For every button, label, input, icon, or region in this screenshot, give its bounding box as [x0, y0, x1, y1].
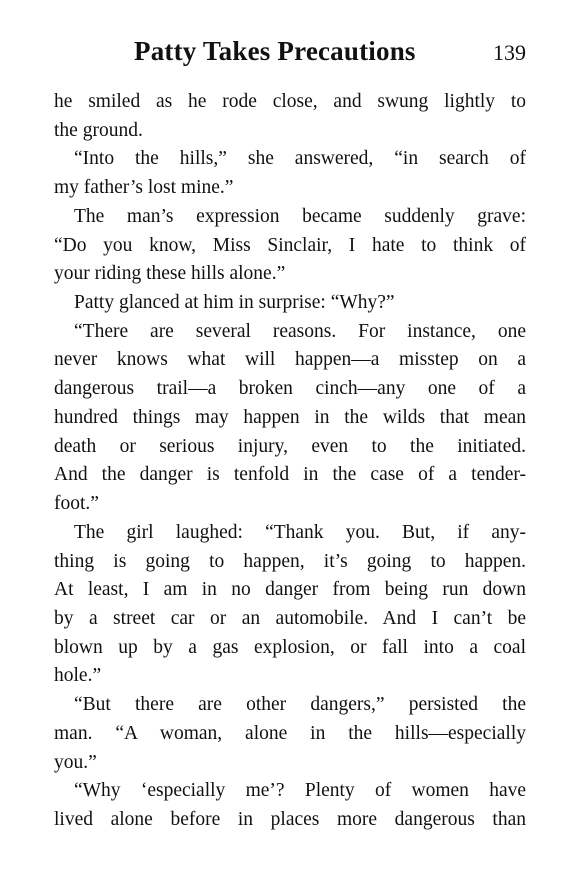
- text-line: hundred things may happen in the wilds that mean: [54, 406, 526, 428]
- text-line: he smiled as he rode close, and swung lightly to: [54, 91, 526, 112]
- text-line: your riding these hills alone.”: [54, 263, 286, 285]
- body-text: [54, 88, 526, 835]
- text-line: And the danger is tenfold in the case of a tender-: [54, 464, 526, 486]
- text-line: Patty glanced at him in surprise: “Why?”: [74, 292, 395, 314]
- page-number: 139: [493, 40, 526, 65]
- text-line: by a street car or an automobile. And I can’t be: [54, 607, 526, 629]
- text-line: man. “A woman, alone in the hills—especially: [54, 722, 526, 744]
- text-line: “Into the hills,” she answered, “in search of: [74, 148, 526, 170]
- text-line: “Why ‘especially me’? Plenty of women have: [74, 780, 526, 802]
- text-line: At least, I am in no danger from being run down: [54, 579, 526, 601]
- text-line: you.”: [54, 751, 97, 773]
- text-line: The man’s expression became suddenly grave:: [74, 205, 526, 227]
- text-line: “But there are other dangers,” persisted the: [74, 694, 526, 716]
- text-line: “There are several reasons. For instance, one: [74, 320, 526, 342]
- text-line: never knows what will happen—a misstep on a: [54, 349, 526, 371]
- text-line: blown up by a gas explosion, or fall into a coal: [54, 636, 526, 658]
- text-line: dangerous trail—a broken cinch—any one of a: [54, 378, 526, 400]
- text-line: death or serious injury, even to the initiated.: [54, 435, 526, 457]
- text-line: the ground.: [54, 119, 143, 141]
- text-line: hole.”: [54, 665, 102, 687]
- chapter-title: Patty Takes Precautions: [134, 36, 416, 66]
- text-line: The girl laughed: “Thank you. But, if any-: [74, 521, 526, 543]
- text-line: “Do you know, Miss Sinclair, I hate to think of: [54, 234, 526, 256]
- running-header: [54, 36, 526, 72]
- text-line: my father’s lost mine.”: [54, 177, 234, 199]
- text-line: lived alone before in places more dangerous than: [54, 808, 526, 830]
- text-line: thing is going to happen, it’s going to happen.: [54, 550, 526, 572]
- text-line: foot.”: [54, 493, 99, 515]
